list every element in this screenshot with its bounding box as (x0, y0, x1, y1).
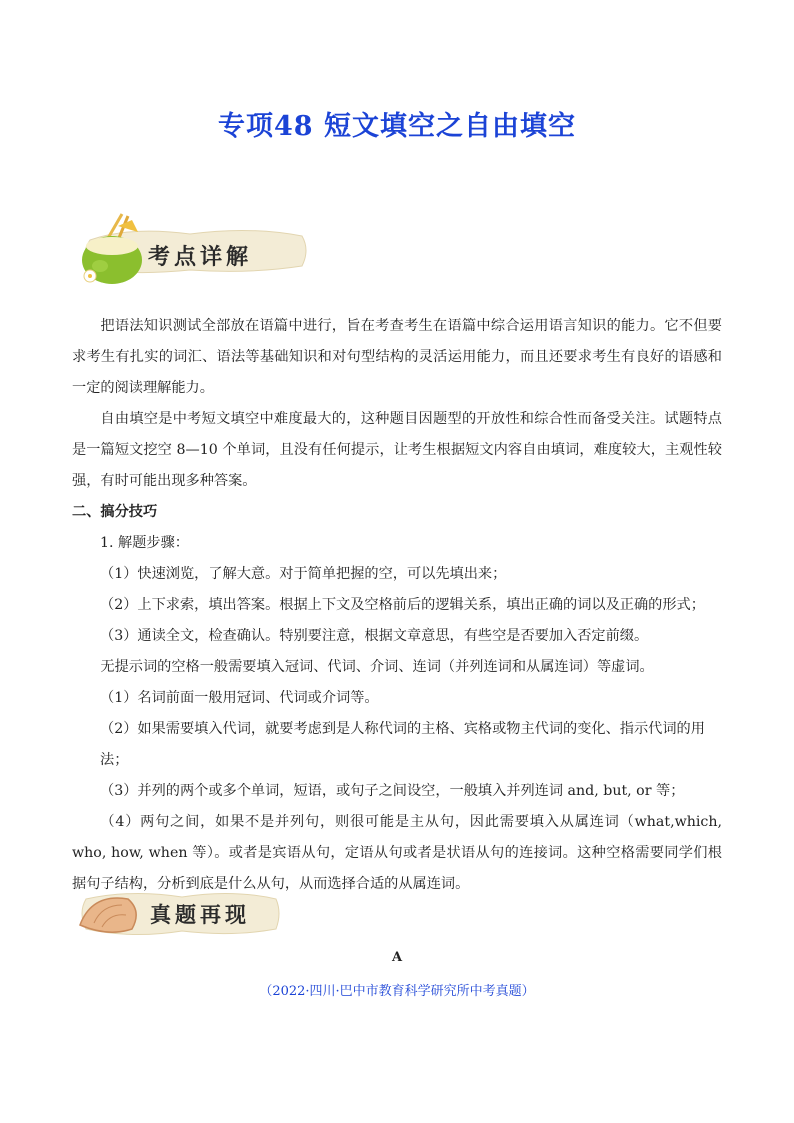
source-reference: （2022·四川·巴中市教育科学研究所中考真题） (259, 984, 535, 999)
intro-paragraph-2: 自由填空是中考短文填空中难度最大的，这种题目因题型的开放性和综合性而备受关注。试题特点是一篇短文挖空 8—10 个单词，且没有任何提示，让考生根据短文内容自由填词，难度较大，主观性较强，有时可能出现多种答案。 (72, 411, 722, 489)
main-content (72, 311, 722, 900)
section-heading: 二、搞分技巧 (72, 504, 158, 520)
hint-item: （2）如果需要填入代词，就要考虑到是人称代词的主格、宾格或物主代词的变化、指示代词的用法； (100, 721, 705, 768)
section-badge-real-questions (72, 885, 282, 941)
section-badge-label: 真题再现 (150, 903, 250, 927)
section-badge-label: 考点详解 (148, 245, 253, 270)
passage-label: A (391, 950, 403, 965)
intro-paragraph-1: 把语法知识测试全部放在语篇中进行，旨在考查考生在语篇中综合运用语言知识的能力。它不但要求考生有扎实的词汇、语法等基础知识和对句型结构的灵活运用能力，而且还要求考生有良好的语感和一定的阅读理解能力。 (72, 318, 722, 396)
hint-item-4: （4）两句之间，如果不是并列句，则很可能是主从句，因此需要填入从属连词（what,which, who, how, when 等）。或者是宾语从句，定语从句或者是状语从句的连接词。这种空格需要同学们根据句子结构，分析到底是什么从句，从而选择合适的从属连词。 (72, 814, 722, 892)
hint-item: （1）名词前面一般用冠词、代词或介词等。 (100, 690, 379, 706)
step-item: （1）快速浏览，了解大意。对于简单把握的空，可以先填出来； (100, 566, 507, 582)
hint-item: （3）并列的两个或多个单词，短语，或句子之间设空，一般填入并列连词 and, but, or 等； (100, 783, 685, 799)
page-title: 专项48 短文填空之自由填空 (218, 111, 576, 142)
step-item: （2）上下求索，填出答案。根据上下文及空格前后的逻辑关系，填出正确的词以及正确的形式； (100, 597, 705, 613)
steps-intro: 1. 解题步骤： (100, 535, 189, 551)
section-badge-key-points (70, 210, 310, 288)
step-item: （3）通读全文，检查确认。特别要注意，根据文章意思，有些空是否要加入否定前缀。 (100, 628, 649, 644)
hint-intro: 无提示词的空格一般需要填入冠词、代词、介词、连词（并列连词和从属连词）等虚词。 (100, 659, 654, 675)
